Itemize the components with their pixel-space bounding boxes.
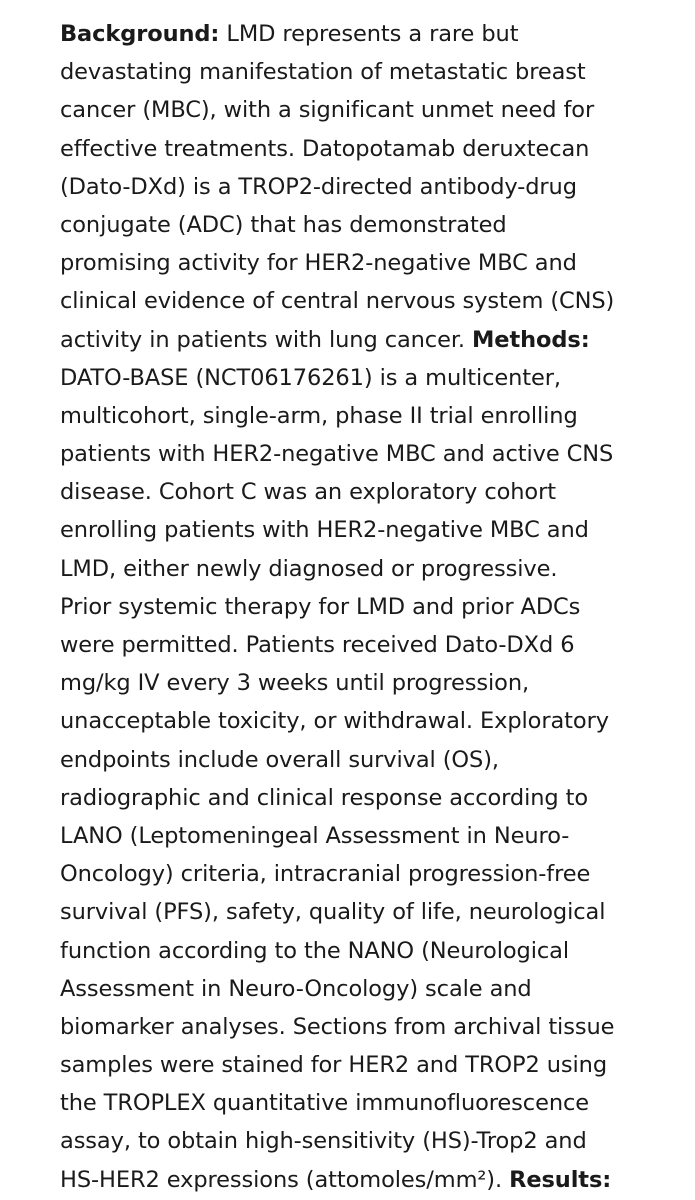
methods-line-13: LANO (Leptomeningeal Assessment in Neuro- bbox=[60, 822, 570, 849]
methods-line-12: radiographic and clinical response according to bbox=[60, 784, 589, 811]
methods-line-22: HS-HER2 expressions (attomoles/mm²). bbox=[60, 1166, 510, 1193]
methods-line-19: samples were stained for HER2 and TROP2 using bbox=[60, 1052, 608, 1079]
methods-line-2: multicohort, single-arm, phase II trial enrolling bbox=[60, 402, 578, 429]
background-line-9: activity in patients with lung cancer. bbox=[60, 326, 473, 353]
background-line-7: promising activity for HER2-negative MBC and bbox=[60, 250, 577, 277]
abstract-line bbox=[60, 15, 660, 53]
abstract-line bbox=[60, 1161, 660, 1199]
methods-line-20: the TROPLEX quantitative immunofluorescence bbox=[60, 1090, 589, 1117]
methods-line-16: function according to the NANO (Neurological bbox=[60, 937, 569, 964]
methods-line-7: Prior systemic therapy for LMD and prior ADCs bbox=[60, 593, 581, 620]
background-line-5: (Dato-DXd) is a TROP2-directed antibody-drug bbox=[60, 173, 577, 200]
background-line-6: conjugate (ADC) that has demonstrated bbox=[60, 211, 507, 238]
methods-line-21: assay, to obtain high-sensitivity (HS)-Trop2 and bbox=[60, 1128, 587, 1155]
methods-line-5: enrolling patients with HER2-negative MBC and bbox=[60, 517, 589, 544]
methods-line-8: were permitted. Patients received Dato-DXd 6 bbox=[60, 632, 575, 658]
methods-line-15: survival (PFS), safety, quality of life, neurological bbox=[60, 899, 606, 926]
abstract-line bbox=[60, 321, 660, 359]
methods-line-14: Oncology) criteria, intracranial progression-free bbox=[60, 861, 591, 888]
methods-line-17: Assessment in Neuro-Oncology) scale and bbox=[60, 975, 532, 1002]
methods-line-10: unacceptable toxicity, or withdrawal. Exploratory bbox=[60, 708, 609, 735]
background-line-2: devastating manifestation of metastatic breast bbox=[60, 59, 586, 86]
methods-line-18: biomarker analyses. Sections from archival tissue bbox=[60, 1013, 615, 1040]
background-line-1: LMD represents a rare but bbox=[219, 21, 519, 47]
results-label: Results: bbox=[509, 1166, 612, 1193]
abstract-text bbox=[60, 15, 660, 1199]
methods-label: Methods: bbox=[472, 326, 590, 353]
methods-line-1: DATO-BASE (NCT06176261) is a multicenter, bbox=[60, 364, 561, 391]
methods-line-9: mg/kg IV every 3 weeks until progression, bbox=[60, 670, 530, 697]
methods-line-4: disease. Cohort C was an exploratory cohort bbox=[60, 479, 556, 506]
methods-line-3: patients with HER2-negative MBC and active CNS bbox=[60, 441, 614, 468]
background-line-3: cancer (MBC), with a significant unmet need for bbox=[60, 97, 595, 124]
methods-line-11: endpoints include overall survival (OS), bbox=[60, 746, 499, 773]
background-label: Background: bbox=[60, 21, 220, 47]
background-line-4: effective treatments. Datopotamab deruxtecan bbox=[60, 135, 590, 162]
methods-line-6: LMD, either newly diagnosed or progressive. bbox=[60, 555, 558, 582]
background-line-8: clinical evidence of central nervous system (CNS) bbox=[60, 288, 615, 315]
